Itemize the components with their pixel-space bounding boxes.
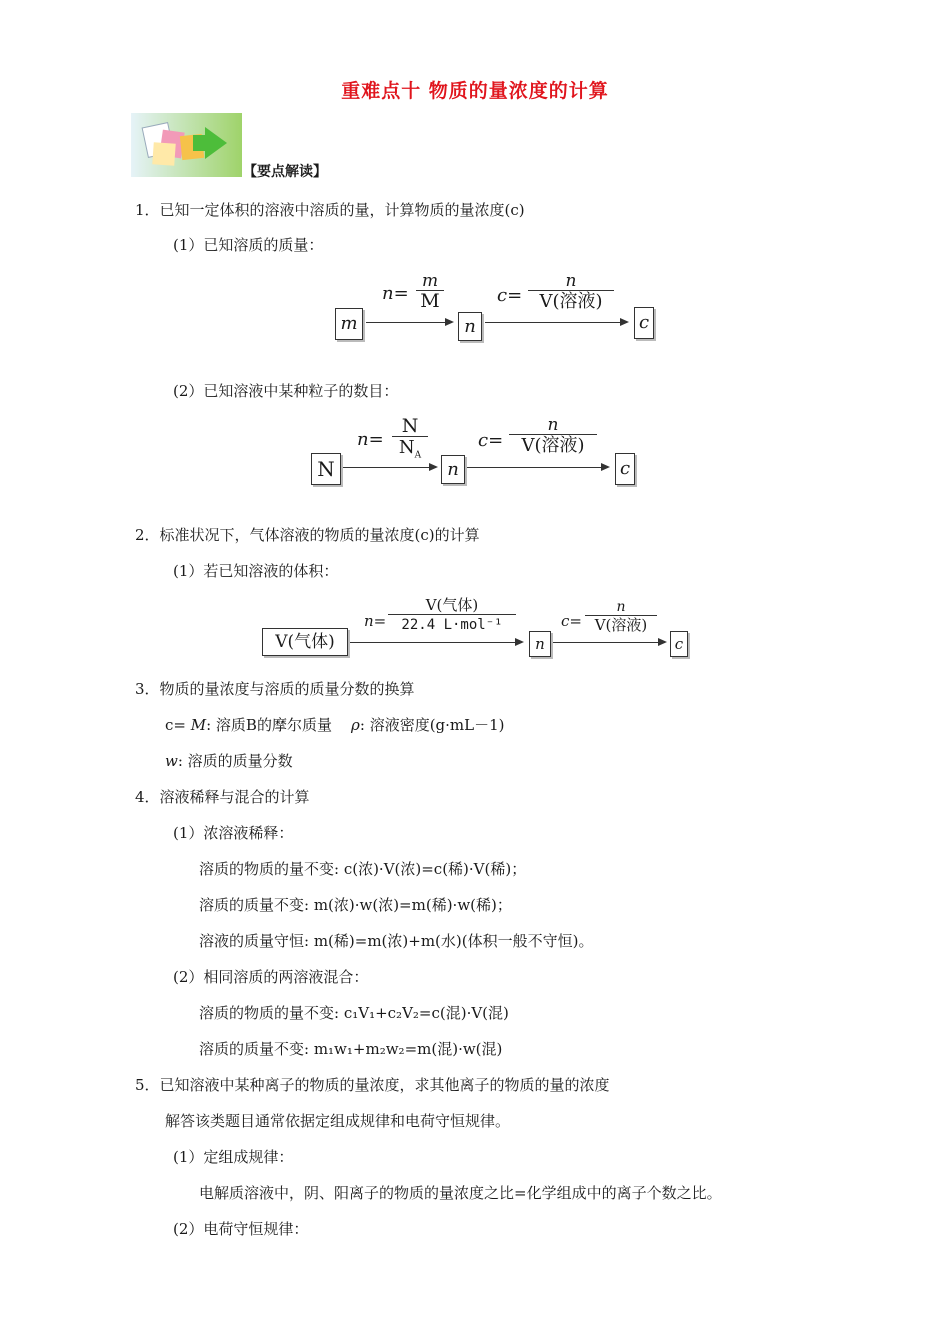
f4-lhs: c=: [478, 430, 504, 451]
section-banner-image: [131, 113, 242, 177]
f2-lhs: c=: [497, 285, 523, 306]
box-c-2: c: [615, 453, 635, 485]
f5-fraction: [388, 596, 516, 635]
f4-numerator: n: [547, 415, 559, 435]
p3-w-desc: : 溶质的质量分数: [177, 752, 293, 770]
p4-sub2: (2）相同溶质的两溶液混合：: [173, 968, 369, 986]
p2-sub1: (1）若已知溶液的体积：: [173, 562, 339, 580]
p3-heading: 3．物质的量浓度与溶质的质量分数的换算: [135, 680, 415, 698]
arrow-6: [553, 642, 665, 643]
f1-fraction: [416, 272, 444, 312]
f6-fraction: [585, 600, 657, 635]
box-V-gas: V(气体): [262, 628, 348, 656]
p3-line2: [165, 750, 293, 771]
p5-intro: 解答该类题目通常依据定组成规律和电荷守恒规律。: [165, 1112, 511, 1130]
arrow-4: [467, 467, 608, 468]
p4-line4: 溶质的物质的量不变: c₁V₁+c₂V₂=c(混)·V(混): [199, 1004, 509, 1022]
p4-sub1: (1）浓溶液稀释：: [173, 824, 294, 842]
p1-sub2: (2）已知溶液中某种粒子的数目：: [173, 382, 399, 400]
f3-lhs: n=: [357, 429, 384, 450]
p2-heading: 2．标准状况下，气体溶液的物质的量浓度(c)的计算: [135, 526, 480, 544]
page-title: 重难点十 物质的量浓度的计算: [341, 80, 609, 102]
f5-denominator: 22.4 L·mol⁻¹: [388, 614, 516, 635]
p1-heading: 1．已知一定体积的溶液中溶质的量，计算物质的量浓度(c): [135, 201, 525, 219]
arrow-2: [485, 322, 627, 323]
f4-fraction: [509, 416, 597, 457]
box-n: n: [458, 312, 482, 341]
f4-denominator: V(溶液): [509, 434, 597, 457]
p3-line1: [165, 714, 505, 735]
p3-rho-symbol: ρ: [351, 716, 360, 734]
arrow-5: [350, 642, 522, 643]
f1-lhs: n=: [382, 283, 409, 304]
p3-M-symbol: M: [190, 716, 207, 734]
p5-heading: 5．已知溶液中某种离子的物质的量浓度，求其他离子的物质的量的浓度: [135, 1076, 610, 1094]
p4-line1: 溶质的物质的量不变: c(浓)·V(浓)=c(稀)·V(稀)；: [199, 860, 527, 878]
p5-sub1: (1）定组成规律：: [173, 1148, 294, 1166]
p3-M-desc: : 溶质B的摩尔质量: [206, 716, 332, 734]
box-n-2: n: [441, 455, 465, 484]
arrow-1: [366, 322, 452, 323]
f3-fraction: [392, 416, 428, 467]
f3-numerator: N: [401, 415, 419, 437]
f1-numerator: m: [421, 271, 439, 291]
f5-numerator: V(气体): [425, 596, 479, 614]
p3-c-eq: c=: [165, 716, 191, 734]
box-c-3: c: [670, 631, 688, 657]
p5-line1: 电解质溶液中，阴、阳离子的物质的量浓度之比=化学组成中的离子个数之比。: [199, 1184, 722, 1202]
p1-sub1: (1）已知溶质的质量：: [173, 236, 324, 254]
p4-heading: 4．溶液稀释与混合的计算: [135, 788, 310, 806]
p3-w-symbol: w: [165, 752, 178, 770]
f2-fraction: [528, 272, 614, 313]
p4-line5: 溶质的质量不变: m₁w₁+m₂w₂=m(混)·w(混): [199, 1040, 503, 1058]
p4-line2: 溶质的质量不变: m(浓)·w(浓)=m(稀)·w(稀)；: [199, 896, 512, 914]
box-m: m: [335, 308, 363, 340]
f6-denominator: V(溶液): [585, 615, 657, 635]
f3-denominator-main: N: [398, 437, 415, 458]
f3-denominator-sub: A: [414, 450, 422, 461]
box-c: c: [634, 307, 654, 339]
p5-sub2: (2）电荷守恒规律：: [173, 1220, 309, 1238]
box-N: N: [311, 453, 341, 485]
f2-numerator: n: [565, 271, 577, 291]
p4-line3: 溶液的质量守恒: m(稀)=m(浓)+m(水)(体积一般不守恒)。: [199, 932, 594, 950]
f3-denominator: [392, 436, 428, 467]
f5-lhs: n=: [364, 612, 387, 630]
section-heading: 【要点解读】: [243, 164, 327, 180]
arrow-3: [343, 467, 436, 468]
p3-rho-desc: : 溶液密度(g·mL－1): [359, 716, 505, 734]
f6-numerator: n: [616, 599, 626, 615]
f1-denominator: M: [416, 290, 444, 312]
f6-lhs: c=: [561, 612, 582, 630]
box-n-3: n: [529, 631, 551, 657]
f2-denominator: V(溶液): [528, 290, 614, 313]
